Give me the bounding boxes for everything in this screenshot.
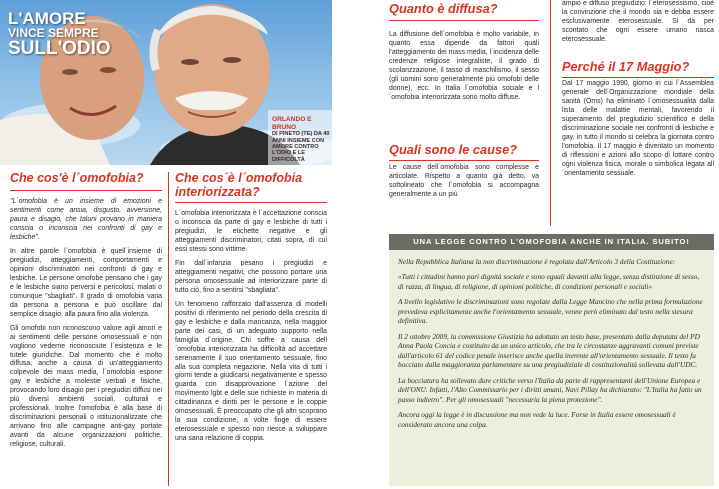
law-paragraph: Il 2 ottobre 2009, la commissione Giustizia ha adottato un testo base, presentato dalla deputata del PD Anna Paola Concia e costituito da un unico articolo, che tra le circostanze aggravanti comuni previste dall'articolo 61 del codice penale inserisce anche quella inerente all'orientamento sessuale. Il testo fu bocciato dalla maggioranza parlamentare su una pregiudiziale di costituzionalità sollevata dall'UDC.	[398, 331, 700, 370]
section2-paragraph: Fin dall´infanzia pesano i pregiudizi e atteggiamenti negativi, che possono portare una persona omosessuale ad interiorizzare parte di tutto ciò, fino a sentirsi "sbagliata".	[175, 259, 327, 294]
section2-body	[175, 210, 327, 449]
divider	[389, 20, 539, 21]
section2-heading: Che cos´è l´omofobia interiorizzata?	[175, 171, 303, 199]
caption-text: DI PINETO (TE) DA 40 ANNI INSIEME CON AMORE CONTRO L'ODIO E LE DIFFICOLTÀ	[272, 131, 330, 163]
section1-header	[10, 172, 162, 191]
section1-intro: "L´omofobia è un insieme di emozioni e sentimenti come ansia, disgusto, avversione, paura e disagio, che taluni provano in maniera conscia o inconscia nei confronti di gay e lesbiche".	[10, 198, 162, 241]
section6-body	[562, 80, 714, 184]
section5-body	[562, 0, 714, 50]
column-divider	[168, 172, 169, 486]
divider	[10, 190, 162, 191]
divider	[175, 202, 327, 203]
law-paragraph: Nella Repubblica Italiana la non discriminazione è regolata dall'Articolo 3 della Costituzione:	[398, 257, 676, 266]
photo-caption	[272, 116, 330, 163]
caption-names: ORLANDO E BRUNO	[272, 116, 312, 131]
section5-paragraph: ampio e diffuso pregiudizio: l´eterosessismo, cioè la convinzione che il mondo sia e debba essere esclusivamente eterosessuale. Sì dà per scontato che ogni essere umano nasca eterosessuale.	[562, 0, 714, 43]
hero-title	[8, 10, 111, 58]
section2-header	[175, 172, 327, 203]
hero-title-line2: VINCE SEMPRE	[8, 26, 99, 40]
hero-title-line1: L'AMORE	[8, 9, 86, 28]
law-paragraph: A livello legislativo le discriminazioni sono regolate dalla Legge Mancino che nella prima formulazione prevedeva esplicitamente anche l'orientamento sessuale, venne però eliminato dal testo nella stesura definitiva.	[398, 297, 703, 326]
section2-paragraph: Un fenomeno rafforzato dall'assenza di modelli positivi di riferimento nel periodo della crescita di gay e lesbiche e dalla mancanza, nella maggior parte dei casi, di un adeguato supporto nella famiglia d´origine. Chi soffre a causa dell´omofobia interiorizzata ha difficoltà ad accettare serenamente il suo orientamento sessuale, fino alla sua completa negazione. Nella vita di tutti i giorni tende a giudicarsi negativamente e spesso guarda con disapprovazione l´azione del movimento lgbt e delle sue richieste in materia di cittadinanza e diritti per le persone e le coppie omosessuali. È preoccupato che gli altri scoprano la sua condizione, a volte finge di essere eterosessuale e spesso non riesce a sviluppare una sana relazione di coppia.	[175, 300, 327, 443]
section3-body	[389, 31, 539, 108]
section3-paragraph: La diffusione dell´omofobia è molto variabile, in quanto essa dipende da fattori quali l'atteggiamento dei mass media, l´incidenza delle credenze religiose integraliste, il grado di scolarizzazione, il tasso di maschilismo, il sesso (gli uomini sono generalmente più omofobi delle donne), ecc. In Italia l´omofobia sociale e l´omofobia interiorizzata sono molto diffuse.	[389, 31, 539, 101]
hero-title-line3: SULL'ODIO	[8, 38, 111, 59]
law-box-body	[398, 257, 706, 435]
section3-heading: Quanto è diffusa?	[389, 1, 498, 16]
section6-header	[562, 60, 714, 78]
section3-header	[389, 2, 539, 21]
section1-paragraph: Gli omofobi non riconoscono valore agli amori e ai sentimenti delle persone omosessuali e non vogliono vederne riconosciute l´esistenza e le tutele giuridiche. Dal momento che è molto diffusa, anche a causa di un'atteggiamento colpevole dei mass media, l´omofobia espone gay e lesbiche a molestie verbali e fisiche, provocando loro disagio per i pregiudizi diffusi nei più diversi ambienti sociali, culturali e professionali. Inoltre l'omofobia è alla base di discriminazioni personali o istituzionalizzate che arrivano fino alle campagne anti-gay portate avanti da alcune organizzazioni politiche, religiose, culturali.	[10, 324, 162, 449]
law-quote: «Tutti i cittadini hanno pari dignità sociale e sono eguali davanti alla legge, senza distinzione di sesso, di razza, di lingua, di religione, di opinioni politiche, di condizioni personali e sociali»	[398, 272, 700, 291]
hero-photo	[0, 0, 332, 165]
section1-paragraph: In altre parole l´omofobia è quell´insieme di pregiudizi, atteggiamenti, comportamenti e opinioni discriminatori nei confronti di gay e lesbiche. Le persone omofobe pensano che i gay e le lesbiche siano perversi e pericolosi, malati o comunque "sbagliati". Il grado di omofobia varia da persona a persona e può oscillare dal semplice disagio, alla paura fino alla violenza.	[10, 247, 162, 318]
section6-paragraph: Dal 17 maggio 1990, giorno in cui l´Assemblea generale dell´Organizzazione mondiale della sanità (Oms) ha eliminato l´omosessualità dalla lista delle malattie mentali, favorendo il superamento del pregiudizio scientifico e della discriminazione sociale nei confronti di lesbiche e gay, in tutto il mondo si celebra la giornata contro l'omofobia. Il 17 maggio è diventato un momento di riflessioni e azioni allo scopo di lottare contro ogni violenza fisica, morale o simbolica legata all´orientamento sessuale.	[562, 80, 714, 177]
section1-heading: Che cos'è l´omofobia?	[10, 171, 144, 185]
section2-paragraph: L´omofobia interiorizzata è l´accettazione conscia o inconscia da parte di gay e lesbiche di tutti i pregiudizi, le etichette negative e gli atteggiamenti discriminatori, citati sopra, di cui essi stessi sono vittime.	[175, 210, 327, 253]
section4-header	[389, 143, 539, 161]
section4-body	[389, 164, 539, 205]
section1-body	[10, 198, 162, 455]
divider	[389, 160, 539, 161]
section4-paragraph: Le cause dell´omofobia sono complesse e articolate. Rispetto a quanto già detto, va sottolineato che l´omofobia si accompagna generalmente a un più	[389, 164, 539, 198]
law-paragraph: La bocciatura ha sollevato dure critiche verso l'Italia da parte di rappresentanti dell'Unione Europea e dell'ONU. Infatti, l'Alto Commissario per i diritti umani, Navi Pillay ha dichiarato: "L'Italia ha fatto un passo indietro". Per gli omosessuali "necessaria la piena protezione".	[398, 375, 702, 404]
law-box-header: UNA LEGGE CONTRO L'OMOFOBIA ANCHE IN ITALIA. SUBITO!	[389, 234, 714, 250]
divider	[562, 77, 714, 78]
law-paragraph: Ancora oggi la legge è in discussione ma non vede la luce. Forse in Italia essere omosessuali è considerato ancora una colpa.	[398, 410, 676, 429]
section4-heading: Quali sono le cause?	[389, 142, 518, 157]
column-divider	[550, 0, 551, 226]
section6-heading: Perché il 17 Maggio?	[562, 59, 690, 74]
